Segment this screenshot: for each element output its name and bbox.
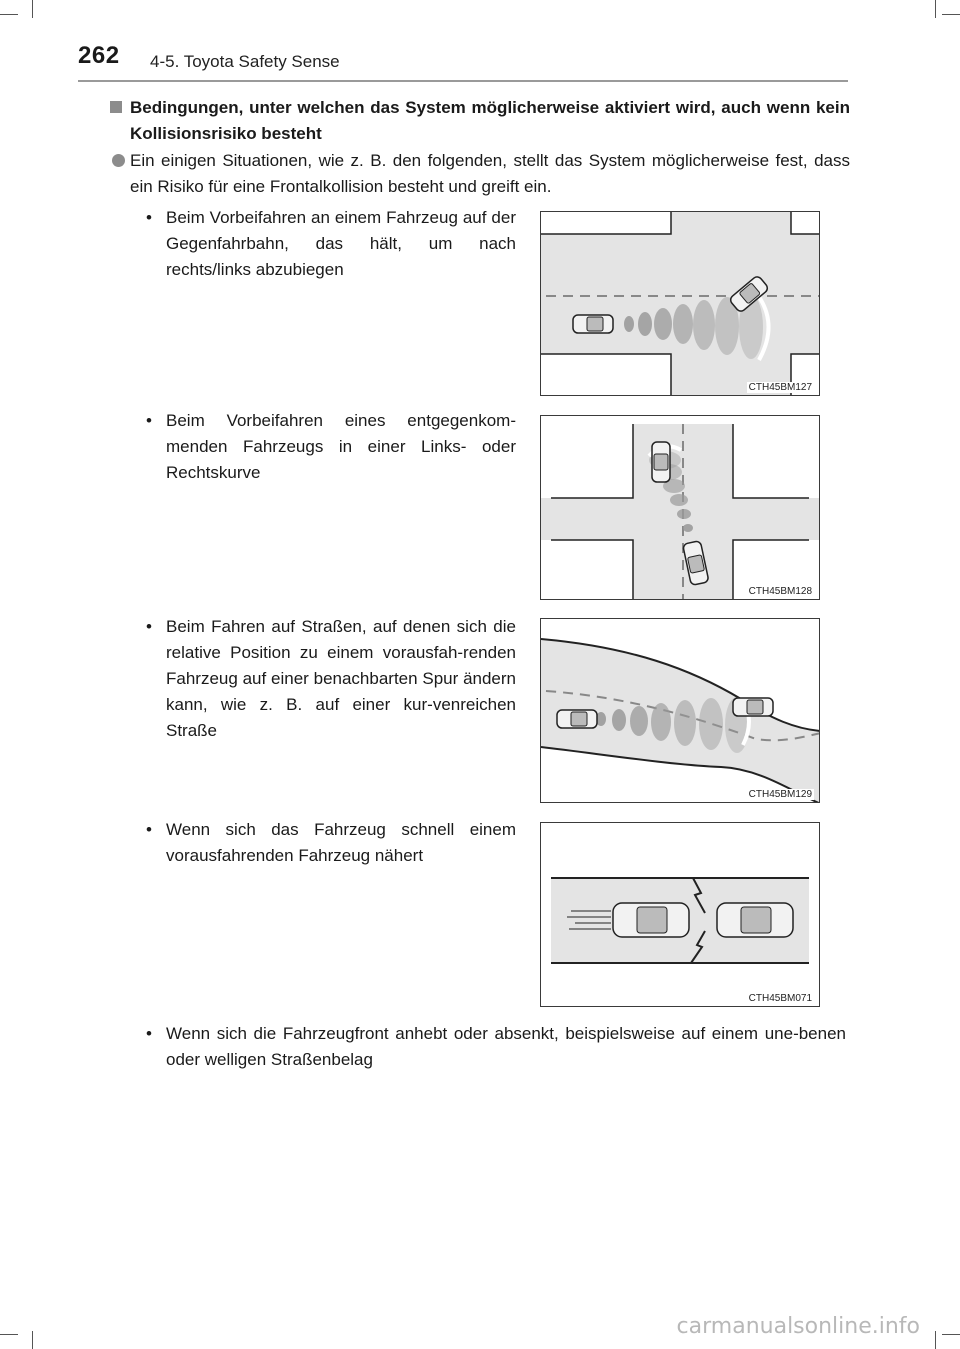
crop-mark xyxy=(32,0,33,18)
list-item-text: Beim Vorbeifahren eines entgegenkom-menden Fahrzeugs in einer Links- oder Rechtskurve xyxy=(166,411,516,482)
page-number: 262 xyxy=(78,42,120,69)
bullet-mark: • xyxy=(146,1024,152,1043)
figure-code: CTH45BM127 xyxy=(748,382,812,393)
list-item-text: Wenn sich das Fahrzeug schnell einem vorausfahrenden Fahrzeug nähert xyxy=(166,820,516,865)
bullet-mark: • xyxy=(146,820,152,839)
crop-mark xyxy=(942,1334,960,1335)
list-item-text: Beim Vorbeifahren an einem Fahrzeug auf der Gegenfahrbahn, das hält, um nach rechts/links abzubiegen xyxy=(166,208,516,279)
oncoming-car-icon xyxy=(652,442,670,482)
list-item xyxy=(146,1021,846,1073)
figure-oncoming-curve xyxy=(540,415,820,600)
crop-mark xyxy=(32,1331,33,1349)
winding-road-illustration xyxy=(541,619,820,803)
list-item-text: Beim Fahren auf Straßen, auf denen sich die relative Position zu einem vorausfah-renden Fahrzeug auf einer benachbarten Spur ändern kann, wie z. B. auf einer kur-venreichen Straße xyxy=(166,617,516,740)
bullet-mark: • xyxy=(146,208,152,227)
figure-intersection-turning xyxy=(540,211,820,396)
list-item-text: Wenn sich die Fahrzeugfront anhebt oder absenkt, beispielsweise auf einem une-benen oder welligen Straßenbelag xyxy=(166,1024,846,1069)
list-item xyxy=(146,614,516,744)
preceding-car-icon xyxy=(717,903,793,937)
crop-mark xyxy=(935,0,936,18)
bullet-mark: • xyxy=(146,617,152,636)
circle-bullet-icon xyxy=(112,154,125,167)
list-item xyxy=(146,408,516,486)
header-rule xyxy=(78,80,848,82)
list-item xyxy=(146,205,516,283)
figure-winding-road xyxy=(540,618,820,803)
own-car-icon xyxy=(613,903,689,937)
watermark: carmanualsonline.info xyxy=(676,1314,920,1339)
condition-heading xyxy=(110,95,850,147)
rapid-approach-illustration xyxy=(541,823,820,1007)
heading-text: Bedingungen, unter welchen das System möglicherweise aktiviert wird, auch wenn kein Kollisionsrisiko besteht xyxy=(130,98,850,143)
crop-mark xyxy=(942,14,960,15)
section-title: 4-5. Toyota Safety Sense xyxy=(150,52,340,71)
figure-rapid-approach xyxy=(540,822,820,1007)
intersection-illustration xyxy=(541,212,820,396)
curve-oncoming-illustration xyxy=(541,416,820,600)
intro-text: Ein einigen Situationen, wie z. B. den folgenden, stellt das System möglicherweise fest, dass ein Risiko für eine Frontalkollision besteht und greift ein. xyxy=(130,151,850,196)
crop-mark xyxy=(935,1331,936,1349)
bullet-mark: • xyxy=(146,411,152,430)
figure-code: CTH45BM129 xyxy=(748,789,812,800)
crop-mark xyxy=(0,14,18,15)
figure-code: CTH45BM128 xyxy=(748,586,812,597)
list-item xyxy=(146,817,516,869)
figure-code: CTH45BM071 xyxy=(748,993,812,1004)
own-car-icon xyxy=(573,315,613,333)
own-car-icon xyxy=(557,710,597,728)
square-bullet-icon xyxy=(110,101,122,113)
crop-mark xyxy=(0,1334,18,1335)
intro-paragraph xyxy=(110,148,850,200)
preceding-car-icon xyxy=(733,698,773,716)
